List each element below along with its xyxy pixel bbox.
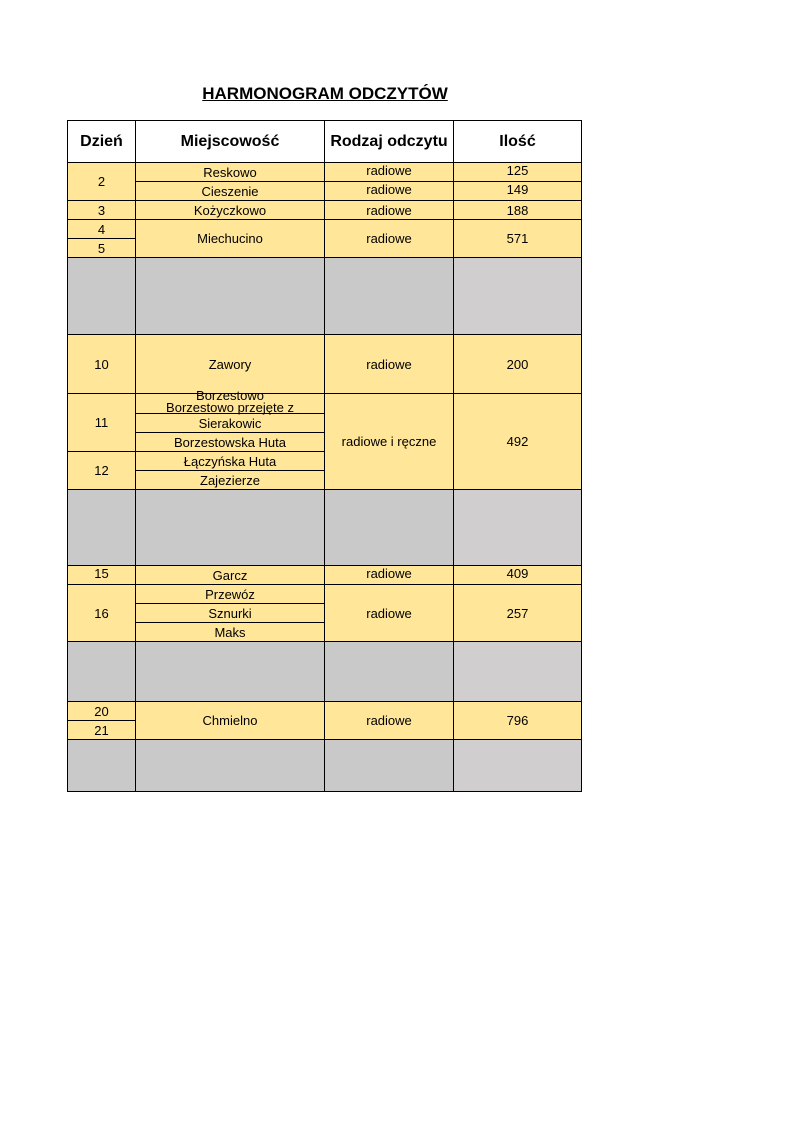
place-cell: Reskowo xyxy=(136,163,325,182)
type-cell: radiowe i ręczne xyxy=(325,394,454,490)
header-count: Ilość xyxy=(454,121,582,163)
spacer-cell xyxy=(68,740,136,792)
place-cell: Cieszenie xyxy=(136,182,325,201)
table-row xyxy=(68,220,582,239)
place-cell xyxy=(136,388,325,415)
table-row xyxy=(68,182,582,201)
day-cell: 5 xyxy=(68,239,136,258)
place-text: Borzestowo przejęte z xyxy=(166,400,294,415)
spacer-cell xyxy=(454,258,582,335)
spacer-cell xyxy=(325,258,454,335)
spacer-cell xyxy=(325,740,454,792)
count-cell: 492 xyxy=(454,394,582,490)
type-cell: radiowe xyxy=(325,163,454,182)
spacer-cell xyxy=(68,642,136,702)
day-cell: 4 xyxy=(68,220,136,239)
schedule-table xyxy=(67,120,582,792)
spacer-cell xyxy=(68,490,136,566)
place-cell: Przewóz xyxy=(136,585,325,604)
day-cell: 21 xyxy=(68,721,136,740)
type-cell: radiowe xyxy=(325,585,454,642)
spacer-cell xyxy=(325,490,454,566)
place-cell: Garcz xyxy=(136,566,325,585)
count-cell: 149 xyxy=(454,182,582,201)
count-cell: 571 xyxy=(454,220,582,258)
spacer-cell xyxy=(325,642,454,702)
table-row xyxy=(68,566,582,585)
header-place: Miejscowość xyxy=(136,121,325,163)
type-cell: radiowe xyxy=(325,702,454,740)
table-row xyxy=(68,201,582,220)
spacer-cell xyxy=(136,490,325,566)
type-cell: radiowe xyxy=(325,182,454,201)
day-cell: 11 xyxy=(68,394,136,452)
count-cell: 796 xyxy=(454,702,582,740)
place-cell: Borzestowska Huta xyxy=(136,433,325,452)
spacer-cell xyxy=(136,642,325,702)
spacer-cell xyxy=(136,740,325,792)
header-type: Rodzaj odczytu xyxy=(325,121,454,163)
type-cell: radiowe xyxy=(325,335,454,394)
table-row xyxy=(68,702,582,721)
spacer-row xyxy=(68,740,582,792)
place-cell: Miechucino xyxy=(136,220,325,258)
day-cell: 2 xyxy=(68,163,136,201)
spacer-row xyxy=(68,258,582,335)
spacer-cell xyxy=(136,258,325,335)
table-row xyxy=(68,394,582,414)
day-cell: 15 xyxy=(68,566,136,585)
day-cell: 10 xyxy=(68,335,136,394)
place-cell: Zawory xyxy=(136,335,325,394)
count-cell: 409 xyxy=(454,566,582,585)
spacer-cell xyxy=(454,740,582,792)
table-row xyxy=(68,163,582,182)
count-cell: 200 xyxy=(454,335,582,394)
place-cell: Chmielno xyxy=(136,702,325,740)
count-cell: 125 xyxy=(454,163,582,182)
day-cell: 20 xyxy=(68,702,136,721)
place-cell: Maks xyxy=(136,623,325,642)
place-cell: Łączyńska Huta xyxy=(136,452,325,471)
place-cell: Kożyczkowo xyxy=(136,201,325,220)
place-text: Borzestowo xyxy=(196,388,264,403)
table-row xyxy=(68,335,582,394)
type-cell: radiowe xyxy=(325,220,454,258)
type-cell: radiowe xyxy=(325,201,454,220)
spacer-cell xyxy=(454,490,582,566)
day-cell: 12 xyxy=(68,452,136,490)
place-cell: Sierakowic xyxy=(136,414,325,433)
page-title: HARMONOGRAM ODCZYTÓW xyxy=(202,84,448,103)
header-row xyxy=(68,121,582,163)
count-cell: 257 xyxy=(454,585,582,642)
place-cell: Zajezierze xyxy=(136,471,325,490)
day-cell: 3 xyxy=(68,201,136,220)
spacer-cell xyxy=(68,258,136,335)
count-cell: 188 xyxy=(454,201,582,220)
spacer-row xyxy=(68,642,582,702)
place-cell: Sznurki xyxy=(136,604,325,623)
header-day: Dzień xyxy=(68,121,136,163)
spacer-cell xyxy=(454,642,582,702)
day-cell: 16 xyxy=(68,585,136,642)
table-row xyxy=(68,585,582,604)
spacer-row xyxy=(68,490,582,566)
type-cell: radiowe xyxy=(325,566,454,585)
